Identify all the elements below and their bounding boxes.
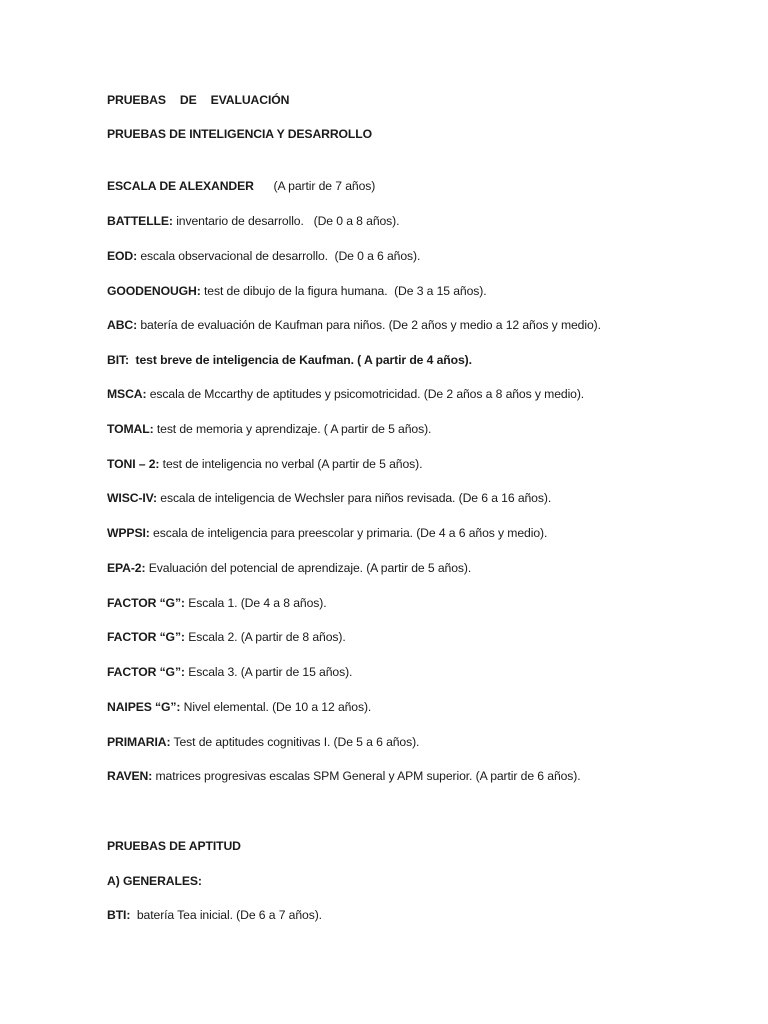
test-name: FACTOR “G”:: [107, 665, 185, 679]
test-entry: [107, 664, 352, 680]
test-description: Evaluación del potencial de aprendizaje. (A partir de 5 años).: [145, 561, 472, 575]
subsection-heading: A) GENERALES:: [107, 874, 202, 888]
test-entry: [107, 283, 487, 299]
test-name: TOMAL:: [107, 422, 154, 436]
test-entry: [107, 525, 547, 541]
test-description: inventario de desarrollo. (De 0 a 8 años).: [172, 214, 400, 228]
title-word: PRUEBAS: [107, 93, 166, 107]
test-entry: [107, 352, 472, 368]
test-entry: [107, 178, 375, 194]
test-entry: [107, 490, 551, 506]
test-description: escala observacional de desarrollo. (De 0 a 6 años).: [137, 249, 421, 263]
test-name: ESCALA DE ALEXANDER: [107, 179, 254, 193]
test-entry: [107, 699, 371, 715]
test-entry: [107, 595, 327, 611]
test-description: Escala 2. (A partir de 8 años).: [184, 630, 346, 644]
test-entry: [107, 629, 346, 645]
test-name: MSCA:: [107, 387, 147, 401]
test-entry: [107, 213, 399, 229]
test-description: test de inteligencia no verbal (A partir de 5 años).: [159, 457, 423, 471]
test-description: Escala 1. (De 4 a 8 años).: [184, 596, 327, 610]
test-name: ABC:: [107, 318, 138, 332]
test-name: NAIPES “G”:: [107, 700, 181, 714]
test-name: BTI:: [107, 908, 131, 922]
title-word: DE: [179, 93, 197, 107]
test-description: Escala 3. (A partir de 15 años).: [184, 665, 353, 679]
test-name: EOD:: [107, 249, 138, 263]
test-description: Nivel elemental. (De 10 a 12 años).: [180, 700, 372, 714]
test-entry: [107, 734, 419, 750]
test-description: escala de inteligencia de Wechsler para niños revisada. (De 6 a 16 años).: [156, 491, 552, 505]
test-entry: [107, 317, 601, 333]
test-name: BIT:: [107, 353, 129, 367]
document-title: [107, 92, 289, 108]
test-name: RAVEN:: [107, 769, 153, 783]
test-name: WPPSI:: [107, 526, 150, 540]
test-description: (A partir de 7 años): [253, 179, 376, 193]
test-description: test de memoria y aprendizaje. ( A partir de 5 años).: [153, 422, 432, 436]
test-description: Test de aptitudes cognitivas I. (De 5 a 6 años).: [170, 735, 420, 749]
test-entry: [107, 386, 584, 402]
test-name: GOODENOUGH:: [107, 284, 201, 298]
title-word: EVALUACIÓN: [210, 93, 290, 107]
test-name: EPA-2:: [107, 561, 146, 575]
test-description: batería de evaluación de Kaufman para niños. (De 2 años y medio a 12 años y medio).: [137, 318, 601, 332]
test-entry: [107, 768, 581, 784]
test-name: BATTELLE:: [107, 214, 173, 228]
test-name: FACTOR “G”:: [107, 596, 185, 610]
test-description: escala de inteligencia para preescolar y primaria. (De 4 a 6 años y medio).: [149, 526, 548, 540]
section-heading: PRUEBAS DE APTITUD: [107, 839, 241, 853]
test-description: test breve de inteligencia de Kaufman. ( A partir de 4 años).: [128, 353, 472, 367]
test-description: escala de Mccarthy de aptitudes y psicomotricidad. (De 2 años a 8 años y medio).: [146, 387, 585, 401]
section-heading: PRUEBAS DE INTELIGENCIA Y DESARROLLO: [107, 127, 373, 141]
test-entry: [107, 421, 431, 437]
test-name: PRIMARIA:: [107, 735, 171, 749]
test-description: batería Tea inicial. (De 6 a 7 años).: [130, 908, 322, 922]
test-name: WISC-IV:: [107, 491, 157, 505]
test-name: TONI – 2:: [107, 457, 160, 471]
test-description: matrices progresivas escalas SPM General y APM superior. (A partir de 6 años).: [152, 769, 581, 783]
test-entry: [107, 456, 422, 472]
test-description: test de dibujo de la figura humana. (De 3 a 15 años).: [200, 284, 487, 298]
test-entry: [107, 907, 322, 923]
test-name: FACTOR “G”:: [107, 630, 185, 644]
test-entry: [107, 248, 420, 264]
test-entry: [107, 560, 471, 576]
